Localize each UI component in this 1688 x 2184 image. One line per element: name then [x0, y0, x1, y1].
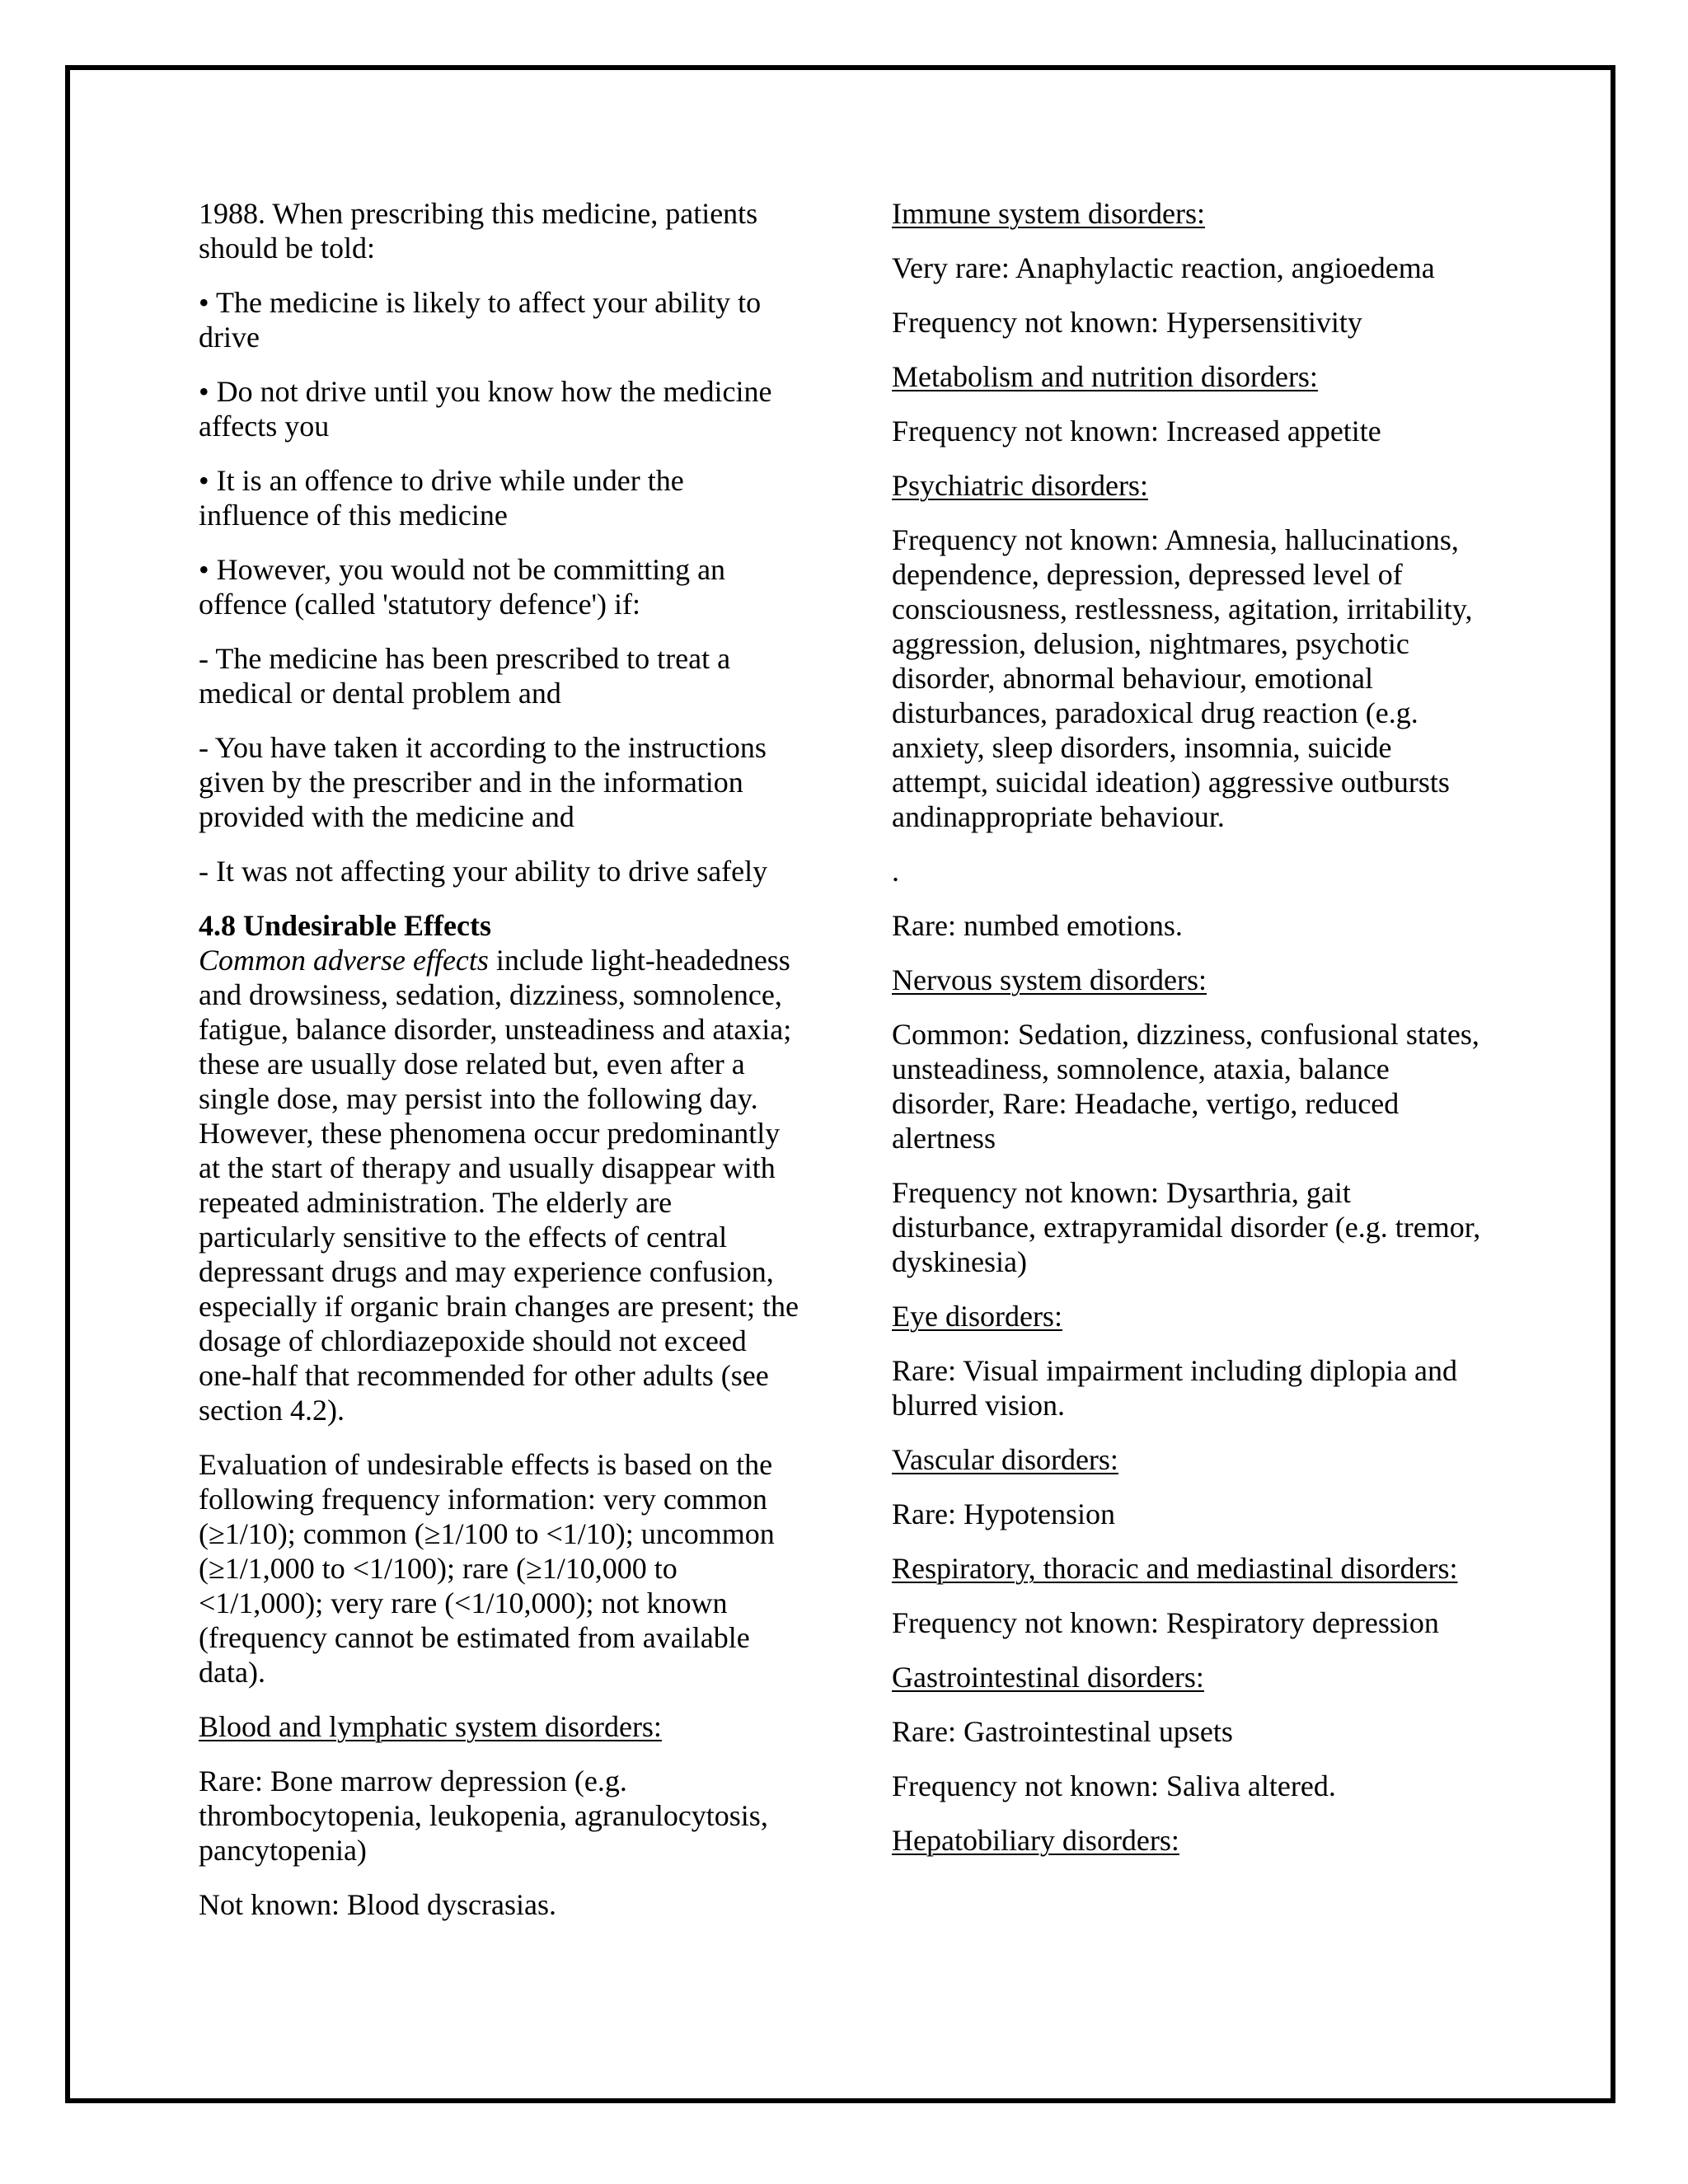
- respiratory-not-known: Frequency not known: Respiratory depression: [892, 1606, 1439, 1639]
- nervous-common: Common: Sedation, dizziness, confusional states, unsteadiness, somnolence, ataxia, balance disorder, Rare: Headache, vertigo, reduced alertness: [892, 1018, 1479, 1155]
- gastro-rare: Rare: Gastrointestinal upsets: [892, 1715, 1233, 1748]
- bullet-item: • Do not drive until you know how the medicine affects you: [199, 375, 772, 443]
- metabolism-heading: Metabolism and nutrition disorders:: [892, 360, 1318, 393]
- immune-very-rare: Very rare: Anaphylactic reaction, angioedema: [892, 251, 1435, 284]
- frequency-paragraph: Evaluation of undesirable effects is based on the following frequency information: very common (≥1/10); common (≥1/100 to <1/10); uncommon (≥1/1,000 to <1/100); rare (≥1/10,000 to <1/1,000); very rare (<1/10,000); not known (frequency cannot be estimated from available data).: [199, 1448, 775, 1689]
- dash-item: - The medicine has been prescribed to treat a medical or dental problem and: [199, 642, 731, 710]
- immune-heading: Immune system disorders:: [892, 197, 1205, 230]
- hepatobiliary-heading: Hepatobiliary disorders:: [892, 1824, 1179, 1857]
- nervous-heading: Nervous system disorders:: [892, 963, 1207, 996]
- blood-heading: Blood and lymphatic system disorders:: [199, 1710, 662, 1743]
- dash-item: - You have taken it according to the instructions given by the prescriber and in the information provided with the medicine and: [199, 731, 767, 833]
- gastro-not-known: Frequency not known: Saliva altered.: [892, 1769, 1336, 1802]
- eye-heading: Eye disorders:: [892, 1300, 1062, 1333]
- left-column: [199, 196, 800, 1942]
- psychiatric-heading: Psychiatric disorders:: [892, 469, 1148, 502]
- right-column: [892, 196, 1493, 1877]
- bullet-item: • It is an offence to drive while under the influence of this medicine: [199, 464, 684, 532]
- bullet-item: • The medicine is likely to affect your ability to drive: [199, 286, 762, 354]
- bullet-item: • However, you would not be committing an offence (called 'statutory defence') if:: [199, 553, 726, 621]
- effects-paragraph: [199, 943, 800, 1427]
- gastro-heading: Gastrointestinal disorders:: [892, 1661, 1204, 1694]
- dash-item: - It was not affecting your ability to drive safely: [199, 855, 768, 888]
- intro-paragraph: 1988. When prescribing this medicine, patients should be told:: [199, 197, 758, 265]
- section-heading: 4.8 Undesirable Effects: [199, 909, 491, 942]
- metabolism-not-known: Frequency not known: Increased appetite: [892, 415, 1381, 448]
- blood-not-known: Not known: Blood dyscrasias.: [199, 1888, 556, 1921]
- vascular-rare: Rare: Hypotension: [892, 1497, 1115, 1530]
- immune-not-known: Frequency not known: Hypersensitivity: [892, 306, 1362, 339]
- effects-body: include light-headedness and drowsiness, sedation, dizziness, somnolence, fatigue, balance disorder, unsteadiness and ataxia; these are usually dose related but, even after a single dose, may persist into the following day. However, these phenomena occur predominantly at the start of therapy and usually disappear with repeated administration. The elderly are particularly sensitive to the effects of central depressant drugs and may experience confusion, especially if organic brain changes are present; the dosage of chlordiazepoxide should not exceed one-half that recommended for other adults (see section 4.2).: [199, 944, 799, 1427]
- psychiatric-not-known: Frequency not known: Amnesia, hallucinations, dependence, depression, depressed level of consciousness, restlessness, agitation, irritability, aggression, delusion, nightmares, psychotic disorder, abnormal behaviour, emotional disturbances, paradoxical drug reaction (e.g. anxiety, sleep disorders, insomnia, suicide attempt, suicidal ideation) aggressive outbursts andinappropriate behaviour.: [892, 523, 1473, 833]
- psychiatric-rare: Rare: numbed emotions.: [892, 909, 1183, 942]
- vascular-heading: Vascular disorders:: [892, 1443, 1118, 1476]
- blood-rare: Rare: Bone marrow depression (e.g. thrombocytopenia, leukopenia, agranulocytosis, pancytopenia): [199, 1765, 768, 1867]
- stray-dot: .: [892, 855, 899, 888]
- effects-italic: Common adverse effects: [199, 944, 489, 977]
- eye-rare: Rare: Visual impairment including diplopia and blurred vision.: [892, 1354, 1458, 1422]
- respiratory-heading: Respiratory, thoracic and mediastinal disorders:: [892, 1552, 1458, 1585]
- nervous-not-known: Frequency not known: Dysarthria, gait disturbance, extrapyramidal disorder (e.g. tremor, dyskinesia): [892, 1176, 1481, 1278]
